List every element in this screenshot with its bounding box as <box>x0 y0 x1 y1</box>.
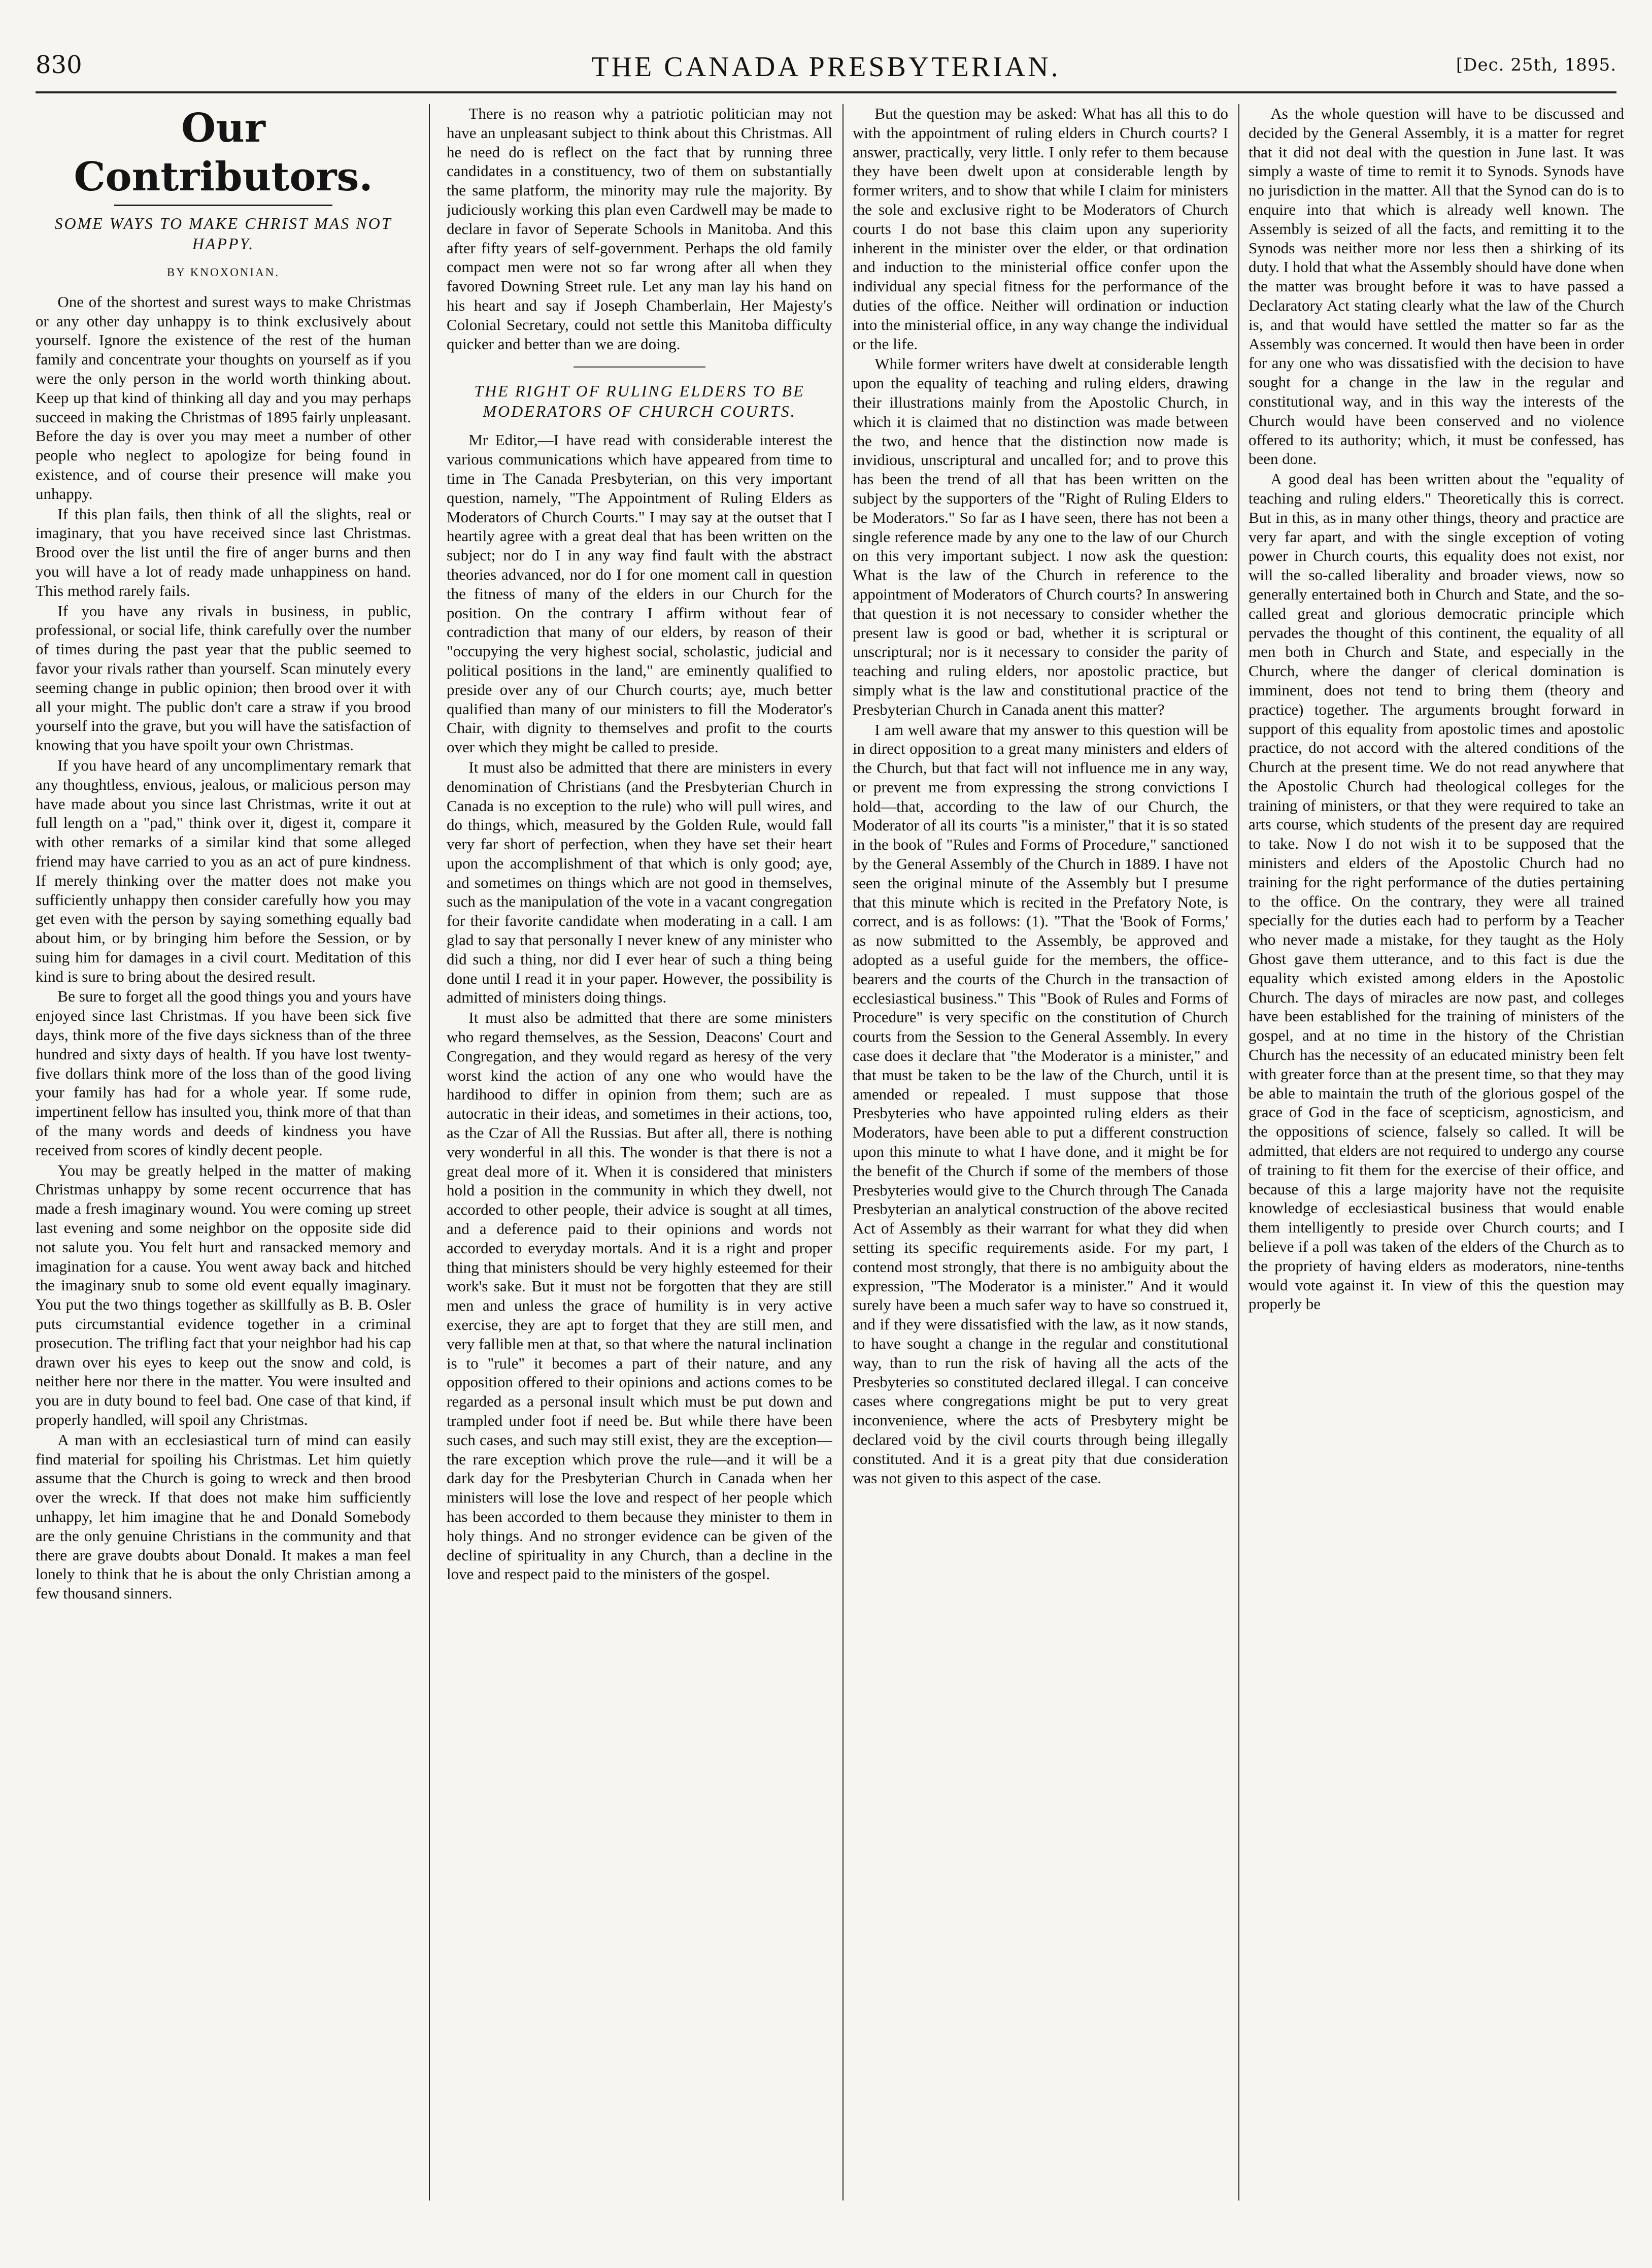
column-3 <box>853 104 1228 2211</box>
article-paragraph: If you have any rivals in business, in public, professional, or social life, think carefully over the number of times during the past year that the public seemed to favor your rivals rather than yourself. Scan minutely every seeming change in public opinion; then brood over it with all your might. The public don't care a straw if you brood yourself into the grave, but you will have the satisfaction of knowing that you have spoilt your own Christmas. <box>36 602 411 754</box>
article-title: SOME WAYS TO MAKE CHRIST MAS NOT HAPPY. <box>54 214 392 253</box>
article-paragraph: Mr Editor,—I have read with considerable interest the various communications which have appeared from time to time in The Canada Presbyterian, on this very important question, namely, "The Appointment of Ruling Elders as Moderators of Church Courts." I may say at the outset that I heartily agree with a great deal that has been written on the subject; nor do I in any way find fault with the abstract theories advanced, nor do I for one moment call in question the fitness of many of the elders in our Church for the position. On the contrary I affirm without fear of contradiction that many of our elders, by reason of their "occupying the very highest social, scholastic, judicial and political positions in the land," are eminently qualified to preside over any of our Church courts; aye, much better qualified than many of our ministers to fill the Moderator's Chair, with dignity to themselves and profit to the courts over which they might be called to preside. <box>447 431 832 756</box>
article-paragraph: A man with an ecclesiastical turn of mind can easily find material for spoiling his Christmas. Let him quietly assume that the Church is going to wreck and then brood over the wreck. If that does not make him sufficiently unhappy, let him imagine that he and Donald Somebody are the only genuine Christians in the community and that there are grave doubts about Donald. It makes a man feel lonely to think that he is about the only Christian among a few thousand sinners. <box>36 1430 411 1603</box>
article-separator <box>574 366 705 368</box>
article-paragraph: Be sure to forget all the good things you and yours have enjoyed since last Christmas. If you have been sick five days, think more of the five days sickness than of the three hundred and sixty days of health. If you have lost twenty-five dollars think more of the loss than of the good living your family has had for a whole year. If some rude, impertinent fellow has insulted you, think more of that than of the many words and deeds of kindness you have received from scores of kindly decent people. <box>36 987 411 1159</box>
article-paragraph: A good deal has been written about the "equality of teaching and ruling elders." Theoretically this is correct. But in this, as in many other things, theory and practice are very far apart, and with the single exception of voting power in Church courts, this equality does not exist, nor will the so-called liberality and broader views, now so generally entertained both in Church and State, and the so-called great and glorious democratic principle which pervades the thought of this continent, the equality of all men both in Church and State, and especially in the Church, where the danger of clerical domination is imminent, does not tend to bring them (theory and practice) together. The arguments brought forward in support of this equality from apostolic times and apostolic practice, do not accord with the altered conditions of the Church at the present time. We do not read anywhere that the Apostolic Church had theological colleges for the training of ministers, or that they were required to take an arts course, which students of the present day are required to take. Now I do not wish it to be supposed that the ministers and elders of the Apostolic Church had no training for the right performance of the duties pertaining to the office. On the contrary, they were all trained specially for the duties each had to perform by a Teacher who never made a mistake, for they taught as the Holy Ghost gave them utterance, and to this fact is due the equality which existed among elders in the Apostolic Church. The days of miracles are now past, and colleges have been established for the training of ministers of the gospel, and at no time in the history of the Christian Church has the necessity of an educated ministry been felt with greater force than at the present time, so that they may be able to maintain the truth of the glorious gospel of the grace of God in the face of scepticism, agnosticism, and the oppositions of science, falsely so called. It will be admitted, that elders are not required to undergo any course of training to fit them for the exercise of their office, and because of this a large majority have not the requisite knowledge of ecclesiastical business that would enable them intelligently to preside over Church courts; and I believe if a poll was taken of the elders of the Church as to the propriety of having elders as moderators, nine-tenths would vote against it. In view of this the question may properly be <box>1249 470 1624 1313</box>
masthead-title: THE CANADA PRESBYTERIAN. <box>591 51 1061 83</box>
column-4 <box>1249 104 1624 2211</box>
column-rule <box>1238 104 1239 2200</box>
column-rule <box>429 104 430 2200</box>
column-rule <box>842 104 844 2200</box>
running-head <box>36 51 1616 96</box>
article-paragraph: While former writers have dwelt at considerable length upon the equality of teaching and ruling elders, drawing their illustrations mainly from the Apostolic Church, in which it is claimed that no distinction was made between the two, and hence that the distinction now made is invidious, unscriptural and uncalled for; and to prove this has been the trend of all that has been written on the subject by the supporters of the "Right of Ruling Elders to be Moderators." So far as I have seen, there has not been a single reference made by any one to the law of our Church on this very important subject. I now ask the question: What is the law of the Church in reference to the appointment of Moderators of Church courts? In answering that question it is not necessary to consider whether the present law is good or bad, whether it is scriptural or unscriptural; nor is it necessary to consider the parity of teaching and ruling elders, nor apostolic practice, but simply what is the law and constitutional practice of the Presbyterian Church in Canada anent this matter? <box>853 355 1228 718</box>
column-2 <box>447 104 832 2211</box>
article-paragraph: You may be greatly helped in the matter of making Christmas unhappy by some recent occurrence that has made a fresh imaginary wound. You were coming up street last evening and some neighbor on the opposite side did not salute you. You felt hurt and ransacked memory and imagination for a cause. You went away back and hitched the imaginary snub to some old event equally imaginary. You put the two things together as skillfully as B. B. Osler puts circumstantial evidence together in a criminal prosecution. The trifling fact that your neighbor had his cap drawn over his eyes to keep out the snow and cold, is neither here nor there in the matter. You were insulted and you are in duty bound to feel bad. One case of that kind, if properly handled, will spoil any Christmas. <box>36 1161 411 1429</box>
article-paragraph: There is no reason why a patriotic politician may not have an unpleasant subject to think about this Christmas. All he need do is reflect on the fact that by running three candidates in a constituency, two of them on substantially the same platform, the minority may rule the majority. By judiciously working this plan even Cardwell may be made to declare in favor of Seperate Schools in Manitoba. And this after fifty years of self-government. Perhaps the old family compact men were not so far wrong after all when they favored Downing Street rule. Let any man lay his hand on his heart and say if Joseph Chamberlain, Her Majesty's Colonial Secretary, could not settle this Manitoba difficulty quicker and better than we are doing. <box>447 105 832 353</box>
section-heading: Our Contributors. <box>74 105 373 200</box>
column-1 <box>36 104 411 2211</box>
page-number: 830 <box>36 51 82 79</box>
article-paragraph: It must also be admitted that there are ministers in every denomination of Christians (and the Presbyterian Church in Canada is no exception to the rule) who will pull wires, and do things, which, measured by the Golden Rule, would fall very far short of perfection, when they have set their heart upon the accomplishment of that which is only good; aye, and sometimes on things which are not good in themselves, such as the manipulation of the vote in a vacant congregation for their favorite candidate when moderating in a call. I am glad to say that personally I never knew of any minister who did such a thing, nor did I ever hear of such a thing being done until I read it in your paper. However, the possibility is admitted of ministers doing things. <box>447 758 832 1007</box>
article-byline: BY KNOXONIAN. <box>166 266 280 279</box>
article-paragraph: If this plan fails, then think of all the slights, real or imaginary, that you have received since last Christmas. Brood over the list until the fire of anger burns and then you will have a lot of ready made unhappiness on hand. This method rarely fails. <box>36 505 411 599</box>
article-paragraph: If you have heard of any uncomplimentary remark that any thoughtless, envious, jealous, or malicious person may have made about you since last Christmas, write it out at full length on a "pad," think over it, digest it, compare it with other remarks of a similar kind that some alleged friend may have carried to you as an act of pure kindness. If merely thinking over the matter does not make you sufficiently unhappy then consider carefully how you may get even with the person by saying something equally bad about him, or by bringing him before the Session, or by suing him for damages in a civil court. Meditation of this kind is sure to bring about the desired result. <box>36 756 411 985</box>
section-rule <box>114 205 332 206</box>
article-paragraph: But the question may be asked: What has all this to do with the appointment of ruling elders in Church courts? I answer, practically, very little. I only refer to them because they have been dwelt upon at considerable length by former writers, and to show that while I claim for ministers the sole and exclusive right to be Moderators of Church courts I do not base this claim upon any superiority inherent in the minister over the elder, or that ordination and induction to the ministerial office confer upon the individual any special fitness for the performance of the duties of the office. Neither will ordination or induction into the ministerial office, in any way change the individual or the life. <box>853 105 1228 353</box>
article-paragraph: I am well aware that my answer to this question will be in direct opposition to a great many ministers and elders of the Church, but that fact will not influence me in any way, or prevent me from expressing the strong convictions I hold—that, according to the law of our Church, the Moderator of all its courts "is a minister," that it is so stated in the book of "Rules and Forms of Procedure," sanctioned by the General Assembly of the Church in 1889. I have not seen the original minute of the Assembly but I presume that this minute which is recited in the Prefatory Note, is correct, and is as follows: (1). "That the 'Book of Forms,' as now submitted to the Assembly, be approved and adopted as a useful guide for the members, the office-bearers and the courts of the Church in the transaction of ecclesiastical business." This "Book of Rules and Forms of Procedure" is very specific on the constitution of Church courts from the Session to the General Assembly. In every case does it declare that "the Moderator is a minister," and that must be taken to be the law of the Church, until it is amended or repealed. I must suppose that those Presbyteries who have appointed ruling elders as their Moderators, have been able to put a different construction upon this minute to what I have done, and it might be for the benefit of the Church if some of the members of those Presbyteries would give to the Church through The Canada Presbyterian an analytical construction of the above recited Act of Assembly as their warrant for what they did when setting its specific requirements aside. For my part, I contend most strongly, that there is no ambiguity about the expression, "The Moderator is a minister." And it would surely have been a much safer way to have so construed it, and if they were dissatisfied with the law, as it now stands, to have sought a change in the regular and constitutional way, than to run the risk of having all the acts of the Presbyteries so constituted declared illegal. I can conceive cases where congregations might be put to very great inconvenience, where the acts of Presbytery might be declared void by the civil courts through being illegally constituted. And it is a great pity that due consideration was not given to this aspect of the case. <box>853 720 1228 1487</box>
article-paragraph: One of the shortest and surest ways to make Christmas or any other day unhappy is to think exclusively about yourself. Ignore the existence of the rest of the human family and concentrate your thoughts on yourself as if you were the only person in the world worth thinking about. Keep up that kind of thinking all day and you may perhaps succeed in making the Christmas of 1895 fairly unpleasant. Before the day is over you may meet a number of other people who neglect to apologize for being found in existence, and of course their presence will make you unhappy. <box>36 292 411 503</box>
issue-date: [Dec. 25th, 1895. <box>1456 55 1616 75</box>
article-paragraph: As the whole question will have to be discussed and decided by the General Assembly, it is a matter for regret that it did not deal with the question in June last. It was simply a waste of time to remit it to Synods. Synods have no jurisdiction in the matter. All that the Synod can do is to enquire into that which is already well known. The Assembly is seized of all the facts, and remitting it to the Synods was neither more nor less then a shirking of its duty. I hold that what the Assembly should have done when the matter was brought before it was to have passed a Declaratory Act stating clearly what the law of the Church is, and that would have settled the matter so far as the Assembly was concerned. It would then have been in order for any one who was dissatisfied with the decision to have sought for a change in the law in the regular and constitutional way, and in this way the interests of the Church would have been conserved and no violence offered to its authority; which, it must be confessed, has been done. <box>1249 105 1624 468</box>
header-rule <box>36 91 1616 93</box>
article-paragraph: It must also be admitted that there are some ministers who regard themselves, as the Session, Deacons' Court and Congregation, and they would regard as heresy of the very worst kind the action of any one who would have the hardihood to differ in opinion from them; such are as autocratic in their ideas, and sometimes in their actions, too, as the Czar of All the Russias. But after all, there is nothing very wonderful in all this. The wonder is that there is not a great deal more of it. When it is considered that ministers hold a position in the community in which they dwell, not accorded to other people, their advice is sought at all times, and a deference paid to their opinions and words not accorded to everyday mortals. And it is a right and proper thing that ministers should be very highly esteemed for their work's sake. But it must not be forgotten that they are still men and unless the grace of humility is in very active exercise, they are apt to forget that they are still men, and very fallible men at that, so that where the natural inclination is to "rule" it becomes a part of their nature, and any opposition offered to their opinions and actions comes to be regarded as a personal insult which must be put down and trampled under foot if need be. But while there have been such cases, and such may still exist, they are the exception—the rare exception which prove the rule—and it will be a dark day for the Presbyterian Church in Canada when her ministers will lose the love and respect of her people which has been accorded to them because they minister to them in holy things. And no stronger evidence can be given of the decline of spirituality in any Church, than a decline in the love and respect paid to the ministers of the gospel. <box>447 1009 832 1583</box>
article-title: THE RIGHT OF RULING ELDERS TO BE MODERATORS OF CHURCH COURTS. <box>474 382 805 421</box>
